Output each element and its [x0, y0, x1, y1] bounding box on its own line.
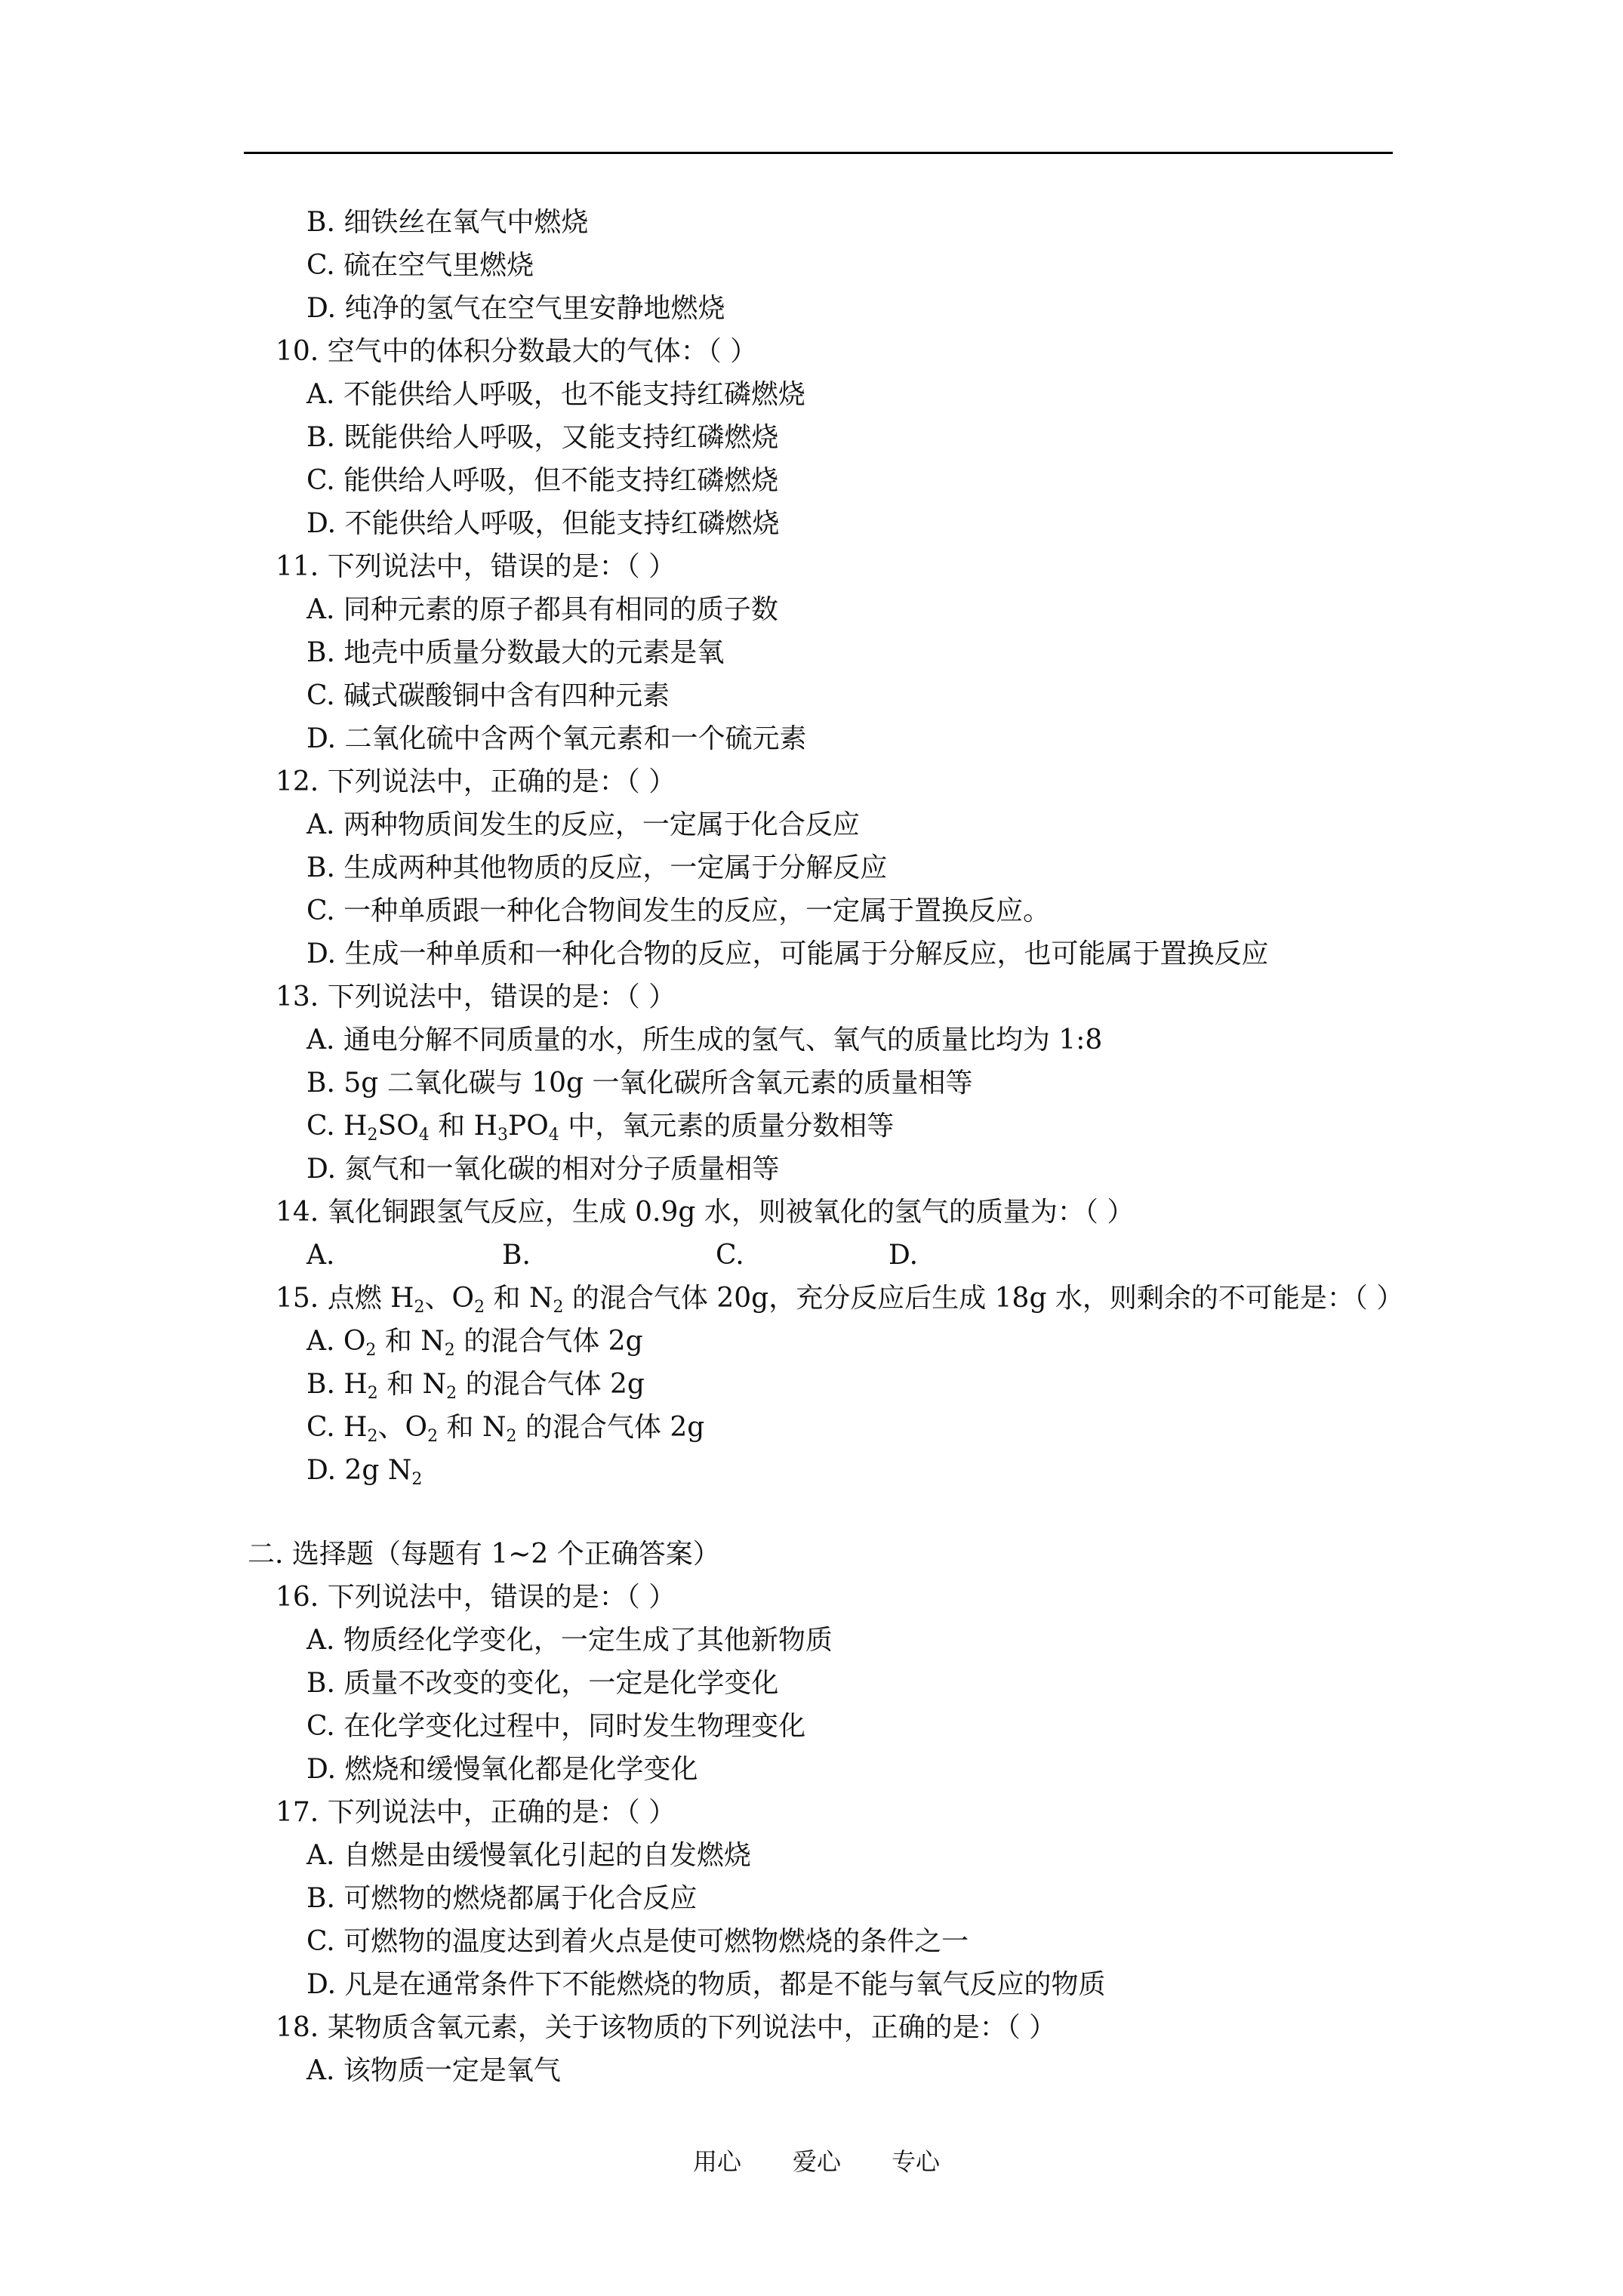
- footer-word-2: 爱心: [793, 2147, 842, 2176]
- q15-option-a: A. $O_2$ 和 $N_2$ 的混合气体 2g: [306, 1326, 643, 1360]
- q14-option-d: D.: [888, 1240, 919, 1271]
- q13-option-b: B. 5g 二氧化碳与 10g 一氧化碳所含氧元素的质量相等: [306, 1068, 973, 1099]
- q12-option-a: A. 两种物质间发生的反应，一定属于化合反应: [306, 809, 860, 840]
- question-12: 12. 下列说法中，正确的是：（ ）: [276, 766, 676, 797]
- question-16: 16. 下列说法中，错误的是：（ ）: [276, 1582, 676, 1613]
- q16-option-c: C. 在化学变化过程中，同时发生物理变化: [306, 1711, 806, 1742]
- q15-option-b: B. $H_2$ 和 $N_2$ 的混合气体 2g: [306, 1369, 645, 1403]
- q13-option-a: A. 通电分解不同质量的水，所生成的氢气、氧气的质量比均为 1:8: [306, 1025, 1103, 1056]
- q14-option-b: B.: [502, 1240, 531, 1271]
- q9-option-d: D. 纯净的氢气在空气里安静地燃烧: [306, 293, 725, 324]
- question-18: 18. 某物质含氧元素，关于该物质的下列说法中，正确的是：（ ）: [276, 2012, 1057, 2043]
- q10-option-c: C. 能供给人呼吸，但不能支持红磷燃烧: [306, 465, 779, 496]
- q12-option-c: C. 一种单质跟一种化合物间发生的反应，一定属于置换反应。: [306, 895, 1051, 926]
- q11-option-b: B. 地壳中质量分数最大的元素是氧: [306, 637, 725, 668]
- q17-option-c: C. 可燃物的温度达到着火点是使可燃物燃烧的条件之一: [306, 1926, 969, 1957]
- q16-option-a: A. 物质经化学变化，一定生成了其他新物质: [306, 1625, 833, 1656]
- q10-option-d: D. 不能供给人呼吸，但能支持红磷燃烧: [306, 508, 780, 539]
- q9-option-b: B. 细铁丝在氧气中燃烧: [306, 207, 589, 238]
- question-10: 10. 空气中的体积分数最大的气体：（ ）: [276, 336, 758, 367]
- question-13: 13. 下列说法中，错误的是：（ ）: [276, 982, 676, 1012]
- question-11: 11. 下列说法中，错误的是：（ ）: [276, 551, 676, 582]
- question-14: 14. 氧化铜跟氢气反应，生成 0.9g 水，则被氧化的氢气的质量为：（ ）: [276, 1197, 1135, 1228]
- q12-option-b: B. 生成两种其他物质的反应，一定属于分解反应: [306, 852, 888, 883]
- q11-option-a: A. 同种元素的原子都具有相同的质子数: [306, 594, 778, 625]
- question-15: 15. 点燃 $H_2$、$O_2$ 和 $N_2$ 的混合气体 20g，充分反应后生成 18g 水，则剩余的不可能是：（ ）: [276, 1283, 1404, 1317]
- q9-option-c: C. 硫在空气里燃烧: [306, 250, 534, 281]
- footer-word-3: 专心: [892, 2147, 941, 2176]
- q13-option-c: C. $H_2SO_4$ 和 $H_3PO_4$ 中，氧元素的质量分数相等: [306, 1111, 895, 1145]
- q18-option-a: A. 该物质一定是氧气: [306, 2055, 561, 2086]
- q16-option-b: B. 质量不改变的变化，一定是化学变化: [306, 1668, 779, 1699]
- section-2-heading: 二. 选择题（每题有 1~2 个正确答案）: [248, 1539, 720, 1570]
- footer-word-1: 用心: [693, 2147, 742, 2176]
- q14-options: [0, 1234, 1623, 1277]
- q14-option-c: C.: [716, 1240, 744, 1271]
- q17-option-a: A. 自燃是由缓慢氧化引起的自发燃烧: [306, 1840, 751, 1871]
- q16-option-d: D. 燃烧和缓慢氧化都是化学变化: [306, 1754, 698, 1785]
- q17-option-b: B. 可燃物的燃烧都属于化合反应: [306, 1883, 698, 1914]
- q17-option-d: D. 凡是在通常条件下不能燃烧的物质，都是不能与氧气反应的物质: [306, 1969, 1106, 2000]
- q10-option-b: B. 既能供给人呼吸，又能支持红磷燃烧: [306, 422, 779, 453]
- q11-option-c: C. 碱式碳酸铜中含有四种元素: [306, 680, 670, 711]
- q14-option-a: A.: [306, 1240, 335, 1271]
- q15-option-d: D. 2g $N_2$: [306, 1455, 423, 1489]
- question-17: 17. 下列说法中，正确的是：（ ）: [276, 1797, 676, 1828]
- q11-option-d: D. 二氧化硫中含两个氧元素和一个硫元素: [306, 723, 807, 754]
- q12-option-d: D. 生成一种单质和一种化合物的反应，可能属于分解反应，也可能属于置换反应: [306, 938, 1269, 969]
- q15-option-c: C. $H_2$、$O_2$ 和 $N_2$ 的混合气体 2g: [306, 1412, 705, 1446]
- q10-option-a: A. 不能供给人呼吸，也不能支持红磷燃烧: [306, 379, 805, 410]
- header-rule: [244, 152, 1393, 154]
- q13-option-d: D. 氮气和一氧化碳的相对分子质量相等: [306, 1154, 780, 1185]
